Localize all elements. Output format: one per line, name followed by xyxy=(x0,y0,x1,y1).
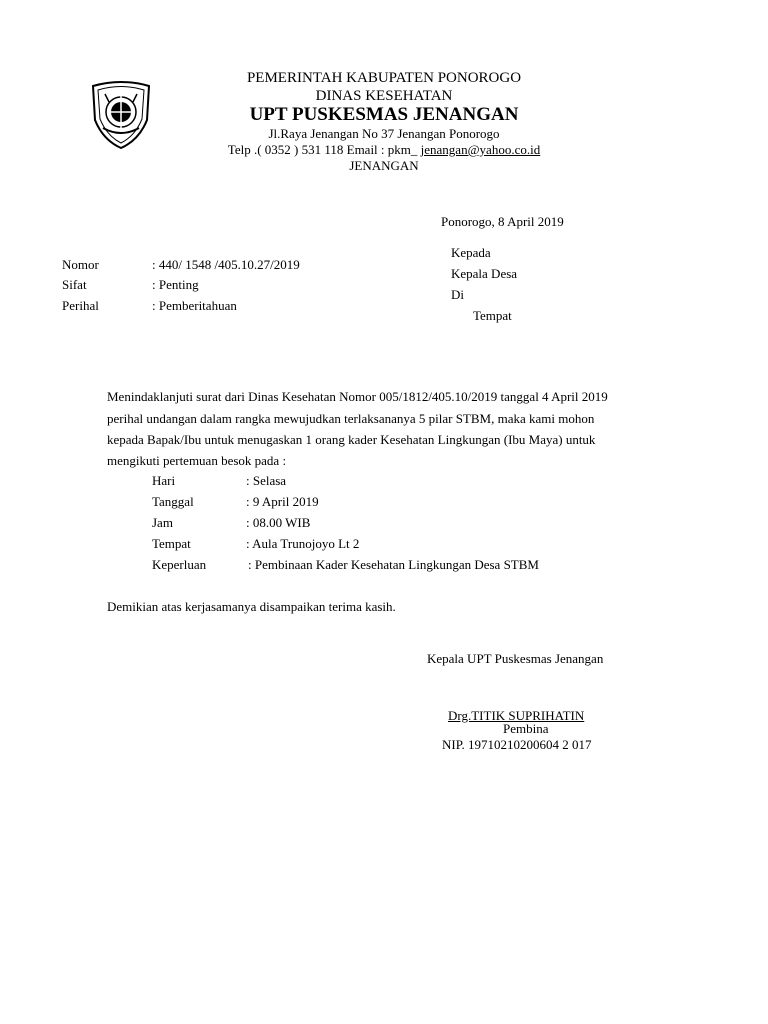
recipient-line-1: Kepada xyxy=(451,245,491,260)
header-address: Jl.Raya Jenangan No 37 Jenangan Ponorogo xyxy=(268,126,500,141)
signature-name: Drg.TITIK SUPRIHATIN xyxy=(448,708,585,723)
sifat-value: : Penting xyxy=(152,277,199,292)
body-line-1: Menindaklanjuti surat dari Dinas Kesehatan Nomor 005/1812/405.10/2019 tanggal 4 April 2019 xyxy=(107,389,608,404)
sifat-label: Sifat xyxy=(62,277,87,292)
perihal-value: : Pemberitahuan xyxy=(152,298,237,313)
header-department: DINAS KESEHATAN xyxy=(315,88,453,104)
body-line-2: perihal undangan dalam rangka mewujudkan terlaksananya 5 pilar STBM, maka kami mohon xyxy=(107,411,595,426)
recipient-line-2: Kepala Desa xyxy=(451,266,518,281)
nomor-label: Nomor xyxy=(62,257,99,272)
detail-label-hari: Hari xyxy=(152,473,176,488)
nomor-value: : 440/ 1548 /405.10.27/2019 xyxy=(152,257,300,272)
detail-value-hari: : Selasa xyxy=(246,473,287,488)
signature-rank: Pembina xyxy=(503,721,549,736)
detail-value-keperluan: : Pembinaan Kader Kesehatan Lingkungan Desa STBM xyxy=(248,557,539,572)
recipient-line-3: Di xyxy=(451,287,464,302)
signature-nip: NIP. 19710210200604 2 017 xyxy=(442,737,592,752)
perihal-label: Perihal xyxy=(62,298,99,313)
header-contact-prefix: Telp .( 0352 ) 531 118 Email : pkm_ xyxy=(227,142,418,157)
signature-title: Kepala UPT Puskesmas Jenangan xyxy=(427,651,604,666)
header-city: JENANGAN xyxy=(349,158,419,173)
letter-date: Ponorogo, 8 April 2019 xyxy=(441,214,564,229)
header-organization: UPT PUSKESMAS JENANGAN xyxy=(249,104,519,125)
body-line-4: mengikuti pertemuan besok pada : xyxy=(107,453,287,468)
detail-label-keperluan: Keperluan xyxy=(152,557,207,572)
detail-label-tanggal: Tanggal xyxy=(152,494,194,509)
detail-value-tanggal: : 9 April 2019 xyxy=(246,494,319,509)
closing-text: Demikian atas kerjasamanya disampaikan terima kasih. xyxy=(107,599,396,614)
detail-label-tempat: Tempat xyxy=(152,536,191,551)
header-contact xyxy=(0,142,768,158)
detail-label-jam: Jam xyxy=(152,515,173,530)
header-government: PEMERINTAH KABUPATEN PONOROGO xyxy=(246,70,522,86)
detail-value-tempat: : Aula Trunojoyo Lt 2 xyxy=(246,536,360,551)
detail-value-jam: : 08.00 WIB xyxy=(246,515,311,530)
header-email-link[interactable]: jenangan@yahoo.co.id xyxy=(420,142,541,157)
recipient-line-4: Tempat xyxy=(473,308,512,323)
body-line-3: kepada Bapak/Ibu untuk menugaskan 1 orang kader Kesehatan Lingkungan (Ibu Maya) untuk xyxy=(107,432,596,447)
